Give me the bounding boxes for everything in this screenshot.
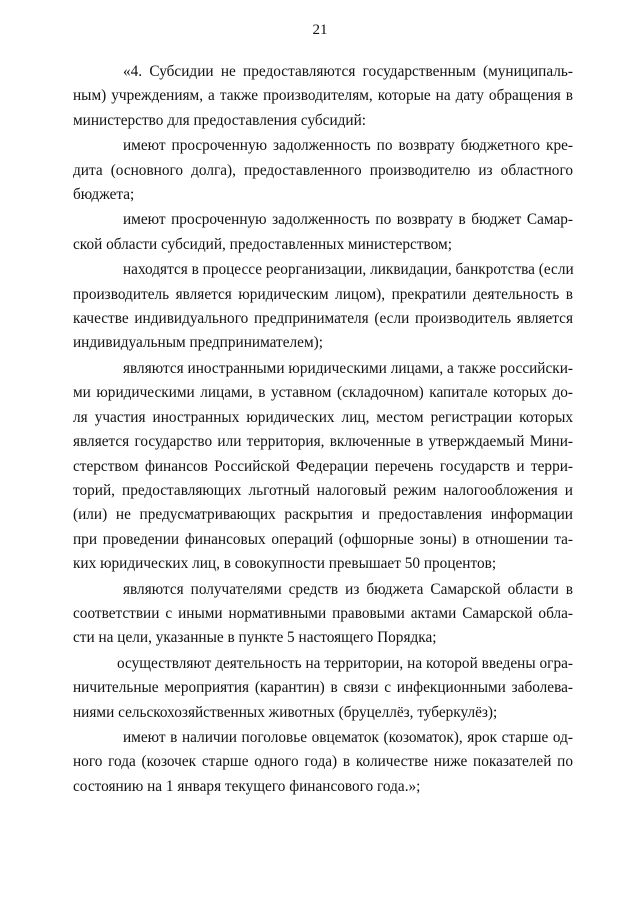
paragraph-clause-4-intro [73,60,573,133]
text-line: сти на цели, указанные в пункте 5 настоящего Порядка; [73,629,437,647]
text-line: ным) учреждениям, а также производителям, которые на дату обращения в [73,87,573,105]
paragraph-subsidy-debt [73,208,573,257]
text-line: ской области субсидий, предоставленных министерством; [73,235,452,253]
paragraph-other-budget-recipients [73,578,573,651]
text-line: имеют просроченную задолженность по возврату бюджетного кре- [123,137,573,155]
text-line: ничительные мероприятия (карантин) в связи с инфекционными заболева- [73,679,573,697]
paragraph-reorganization [73,258,573,356]
text-line: ного года (козочек старше одного года) в количестве ниже показателей по [73,753,573,771]
text-line: при проведении финансовых операций (офшорные зоны) в отношении та- [73,530,573,548]
text-line: состоянию на 1 января текущего финансового года.»; [73,777,421,795]
text-line: имеют в наличии поголовье овцематок (козоматок), ярок старше од- [123,728,573,746]
text-line: бюджета; [73,186,135,204]
text-line: (или) не предусматривающих раскрытия и предоставления информации [73,506,573,524]
text-line: торий, предоставляющих льготный налоговый режим налогообложения и [73,481,573,499]
text-line: ниями сельскохозяйственных животных (бруцеллёз, туберкулёз); [73,703,498,721]
text-line: стерством финансов Российской Федерации перечень государств и терри- [73,457,573,475]
paragraph-quarantine [73,652,573,725]
text-line: индивидуальным предпринимателем); [73,334,323,352]
text-line: дита (основного долга), предоставленного производителю из областного [73,161,573,179]
document-body [73,60,573,800]
text-line: являются иностранными юридическими лицами, а также российски- [123,359,573,377]
text-line: являются получателями средств из бюджета Самарской области в [123,580,573,598]
text-line: осуществляют деятельность на территории, на которой введены огра- [117,654,573,672]
text-line: соответствии с иными нормативными правовыми актами Самарской обла- [73,604,573,622]
text-line: ля участия иностранных юридических лиц, местом регистрации которых [73,408,573,426]
text-line: находятся в процессе реорганизации, ликвидации, банкротства (если [123,261,574,279]
text-line: министерство для предоставления субсидий: [73,111,367,129]
text-line: ких юридических лиц, в совокупности превышает 50 процентов; [73,555,497,573]
paragraph-budget-credit-debt [73,134,573,207]
text-line: ми юридическими лицами, в уставном (складочном) капитале которых до- [73,384,573,402]
paragraph-foreign-entities [73,357,573,577]
text-line: качестве индивидуального предпринимателя (если производитель является [73,310,573,328]
text-line: производитель является юридическим лицом), прекратили деятельность в [73,285,573,303]
text-line: имеют просроченную задолженность по возврату в бюджет Самар- [123,211,573,229]
text-line: является государство или территория, включенные в утверждаемый Мини- [73,433,573,451]
paragraph-livestock-count [73,726,573,799]
page-number: 21 [312,22,328,38]
text-line: «4. Субсидии не предоставляются государственным (муниципаль- [123,63,573,80]
